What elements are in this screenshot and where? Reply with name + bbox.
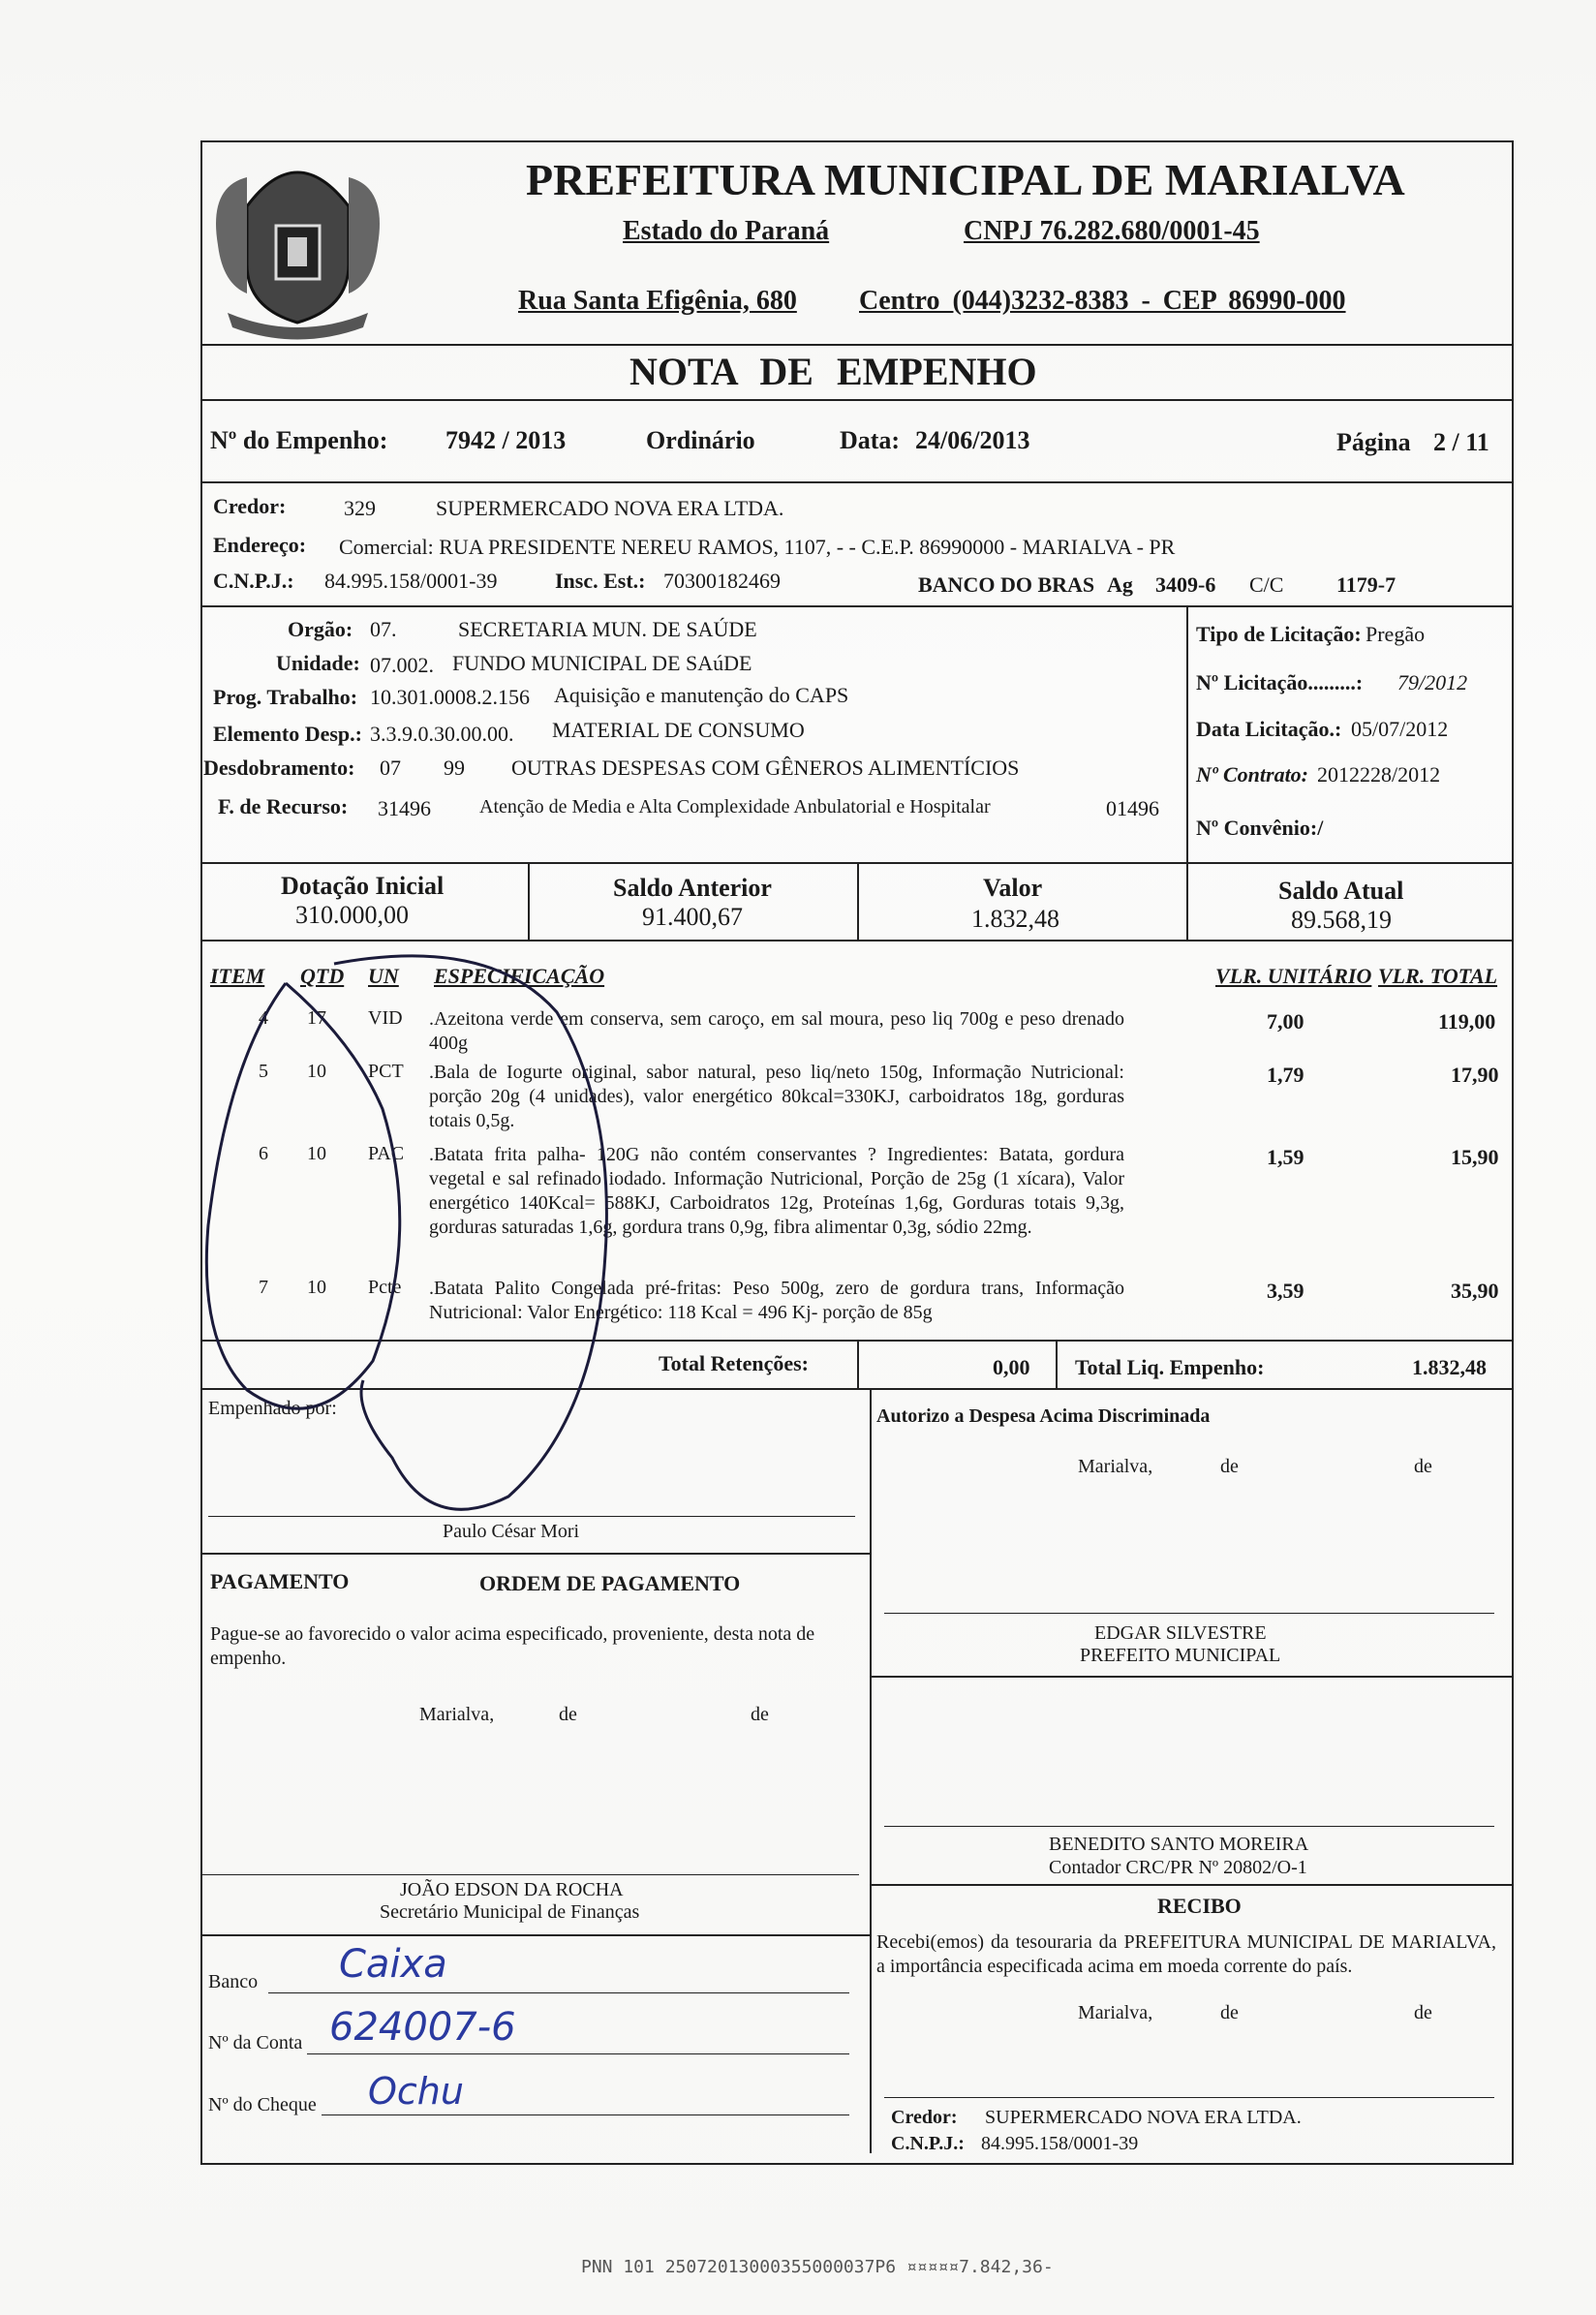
saldo-anterior-value: 91.400,67 [642, 903, 743, 931]
signature-line [884, 2097, 1494, 2098]
saldo-atual-value: 89.568,19 [1291, 906, 1392, 934]
elemento-label: Elemento Desp.: [213, 722, 362, 746]
unidade-label: Unidade: [276, 651, 360, 675]
item-unit-price: 7,00 [1267, 1009, 1304, 1034]
date-label: Data: [840, 426, 901, 454]
col-especificacao: ESPECIFICAÇÃO [434, 964, 605, 988]
contrato-label: Nº Contrato: [1196, 762, 1309, 787]
contrato-number: 2012228/2012 [1317, 762, 1441, 787]
tipo-licitacao: Pregão [1366, 622, 1426, 646]
input-line [268, 1992, 849, 1993]
conta-handwriting: 624007-6 [329, 2005, 516, 2050]
date-de: de [1220, 1456, 1239, 1477]
banco-label: Banco [208, 1971, 259, 1992]
nota-de-empenho [189, 140, 1514, 2160]
date-de: de [1414, 2002, 1432, 2023]
input-line [307, 2053, 849, 2054]
valor-value: 1.832,48 [971, 905, 1059, 933]
elemento-name: MATERIAL DE CONSUMO [552, 718, 805, 742]
desdobramento-name: OUTRAS DESPESAS COM GÊNEROS ALIMENTÍCIOS [511, 756, 1020, 780]
empenho-number-label: Nº do Empenho: [210, 426, 388, 454]
licitacao-date: 05/07/2012 [1351, 717, 1449, 741]
recibo-cnpj: 84.995.158/0001-39 [981, 2133, 1139, 2154]
item-total-price: 35,90 [1451, 1279, 1499, 1303]
recibo-text: Recebi(emos) da tesouraria da PREFEITURA MUNICIPAL DE MARIALVA, a importância especificada acima em moeda corrente do país. [876, 1931, 1496, 1977]
prefeito-title: PREFEITO MUNICIPAL [1080, 1645, 1281, 1666]
input-line [322, 2114, 849, 2115]
ordem-pagamento-label: ORDEM DE PAGAMENTO [479, 1571, 741, 1595]
empenhado-name: Paulo César Mori [443, 1521, 580, 1542]
item-spec: .Bala de Iogurte original, sabor natural, peso liq/neto 150g, Informação Nutricional: porção 20g (4 unidades), valor energético 80kcal=330KJ, carboidratos 18g, gorduras totais 0,5g. [429, 1062, 1124, 1131]
item-unit-price: 3,59 [1267, 1279, 1304, 1303]
signature-line [200, 1874, 859, 1875]
recibo-credor-label: Credor: [891, 2107, 958, 2128]
recurso-code-2: 01496 [1106, 796, 1159, 820]
recibo-cnpj-label: C.N.P.J.: [891, 2133, 965, 2154]
divider [200, 605, 1514, 607]
convenio-label: Nº Convênio:/ [1196, 816, 1324, 840]
account-number: 1179-7 [1336, 572, 1396, 597]
licitacao-number-label: Nº Licitação.........: [1196, 670, 1364, 694]
item-qty: 10 [307, 1143, 326, 1164]
account-label: C/C [1249, 572, 1284, 597]
municipality-title: PREFEITURA MUNICIPAL DE MARIALVA [526, 155, 1405, 204]
secretario-title: Secretário Municipal de Finanças [380, 1901, 640, 1923]
signature-line [884, 1613, 1494, 1614]
tipo-licitacao-label: Tipo de Licitação: [1196, 622, 1362, 646]
item-unit-price: 1,79 [1267, 1063, 1304, 1087]
insc-value: 70300182469 [663, 569, 781, 593]
prog-name: Aquisição e manutenção do CAPS [554, 683, 849, 707]
credor-label: Credor: [213, 494, 287, 518]
col-un: UN [368, 964, 399, 988]
divider [870, 1388, 872, 2153]
empenhado-por-label: Empenhado por: [208, 1398, 337, 1419]
municipality-cnpj: CNPJ 76.282.680/0001-45 [964, 216, 1260, 246]
dotacao-value: 310.000,00 [295, 901, 409, 929]
item-spec: .Azeitona verde em conserva, sem caroço, em sal moura, peso liq 700g e peso drenado 400g [429, 1008, 1124, 1054]
saldo-atual-label: Saldo Atual [1278, 877, 1404, 905]
item-total-price: 17,90 [1451, 1063, 1499, 1087]
desdobramento-sub: 99 [444, 756, 465, 780]
retencoes-value: 0,00 [993, 1355, 1030, 1379]
divider [1056, 1340, 1058, 1388]
item-spec: .Batata Palito Congelada pré-fritas: Peso 500g, zero de gordura trans, Informação Nutricional: Valor Energético: 118 Kcal = 496 Kj- porção de 85g [429, 1278, 1124, 1323]
page-number: 2 / 11 [1433, 428, 1489, 456]
col-vlr-total: VLR. TOTAL [1378, 964, 1498, 988]
divider [870, 1884, 1514, 1886]
col-vlr-unitario: VLR. UNITÁRIO [1215, 964, 1372, 988]
secretario-name: JOÃO EDSON DA ROCHA [400, 1879, 624, 1900]
divider [1186, 605, 1188, 862]
pen-annotation [189, 818, 867, 1690]
insc-label: Insc. Est.: [555, 569, 646, 593]
agency-label: Ag [1107, 572, 1133, 597]
item-number: 4 [259, 1007, 268, 1029]
credor-cnpj: 84.995.158/0001-39 [324, 569, 498, 593]
credor-address: Comercial: RUA PRESIDENTE NEREU RAMOS, 1107, - - C.E.P. 86990000 - MARIALVA - PR [339, 535, 1176, 559]
recurso-label: F. de Recurso: [218, 794, 349, 818]
divider [200, 1934, 870, 1936]
elemento-code: 3.3.9.0.30.00.00. [370, 722, 514, 746]
item-total-price: 15,90 [1451, 1145, 1499, 1169]
orgao-label: Orgão: [288, 617, 353, 641]
item-spec: .Batata frita palha- 120G não contém conservantes ? Ingredientes: Batata, gordura vegetal e sal refinado iodado. Informação Nutricional, Porção de 25g (1 xícara), Valor energético 140Kcal= 588KJ, Carboidratos 12g, Proteínas 1,6g, Gorduras totais 9,3g, gorduras saturadas 1,6g, gordura trans 0,9g, fibra alimentar 0,3g, sódio 22mg. [429, 1144, 1124, 1238]
cheque-handwriting: Ochu [368, 2070, 464, 2113]
coat-of-arms-icon [208, 148, 387, 342]
saldo-anterior-label: Saldo Anterior [613, 874, 772, 902]
divider [200, 344, 1514, 346]
dotacao-label: Dotação Inicial [281, 872, 445, 900]
conta-label: Nº da Conta [208, 2032, 303, 2053]
item-number: 6 [259, 1143, 268, 1164]
divider [200, 399, 1514, 401]
credor-cnpj-label: C.N.P.J.: [213, 569, 294, 593]
prog-code: 10.301.0008.2.156 [370, 685, 530, 709]
recibo-title: RECIBO [1157, 1894, 1242, 1918]
divider [200, 481, 1514, 483]
orgao-name: SECRETARIA MUN. DE SAÚDE [458, 617, 757, 641]
licitacao-date-label: Data Licitação.: [1196, 717, 1342, 741]
total-liquido-value: 1.832,48 [1412, 1355, 1487, 1379]
item-unit-price: 1,59 [1267, 1145, 1304, 1169]
signature-line [884, 1826, 1494, 1827]
contador-name: BENEDITO SANTO MOREIRA [1049, 1834, 1309, 1855]
desdobramento-label: Desdobramento: [203, 756, 355, 780]
city-date-label: Marialva, [1078, 1456, 1153, 1477]
valor-label: Valor [983, 874, 1043, 902]
address-label: Endereço: [213, 533, 307, 557]
desdobramento-code: 07 [380, 756, 401, 780]
street-address: Rua Santa Efigênia, 680 [518, 286, 797, 316]
licitacao-number: 79/2012 [1397, 670, 1468, 694]
item-unit: PAC [368, 1143, 405, 1164]
item-total-price: 119,00 [1438, 1009, 1496, 1034]
pagamento-text: Pague-se ao favorecido o valor acima especificado, proveniente, desta nota de empenho. [210, 1623, 815, 1669]
unidade-code: 07.002. [370, 653, 434, 677]
contador-title: Contador CRC/PR Nº 20802/O-1 [1049, 1857, 1307, 1878]
divider [870, 1676, 1514, 1678]
page-label: Página [1336, 428, 1411, 456]
barcode-text: PNN 101 25072013000355000037P6 ¤¤¤¤¤7.842,36- [581, 2257, 1054, 2277]
item-unit: PCT [368, 1061, 404, 1082]
cheque-label: Nº do Cheque [208, 2094, 317, 2115]
col-qtd: QTD [300, 964, 345, 988]
contact-address: Centro (044)3232-8383 - CEP 86990-000 [859, 286, 1346, 316]
item-unit: Pcte [368, 1277, 402, 1298]
empenho-date: 24/06/2013 [915, 426, 1030, 454]
state-name: Estado do Paraná [623, 216, 830, 246]
total-liquido-label: Total Liq. Empenho: [1075, 1355, 1265, 1379]
item-qty: 17 [307, 1007, 326, 1029]
date-de: de [559, 1704, 577, 1725]
date-de: de [751, 1704, 769, 1725]
date-de: de [1414, 1456, 1432, 1477]
recurso-name: Atenção de Media e Alta Complexidade Anbulatorial e Hospitalar [479, 796, 991, 818]
recibo-credor: SUPERMERCADO NOVA ERA LTDA. [985, 2107, 1302, 2128]
agency-number: 3409-6 [1155, 572, 1216, 597]
pagamento-label: PAGAMENTO [210, 1569, 350, 1593]
bank-name: BANCO DO BRAS [918, 572, 1095, 597]
credor-name: SUPERMERCADO NOVA ERA LTDA. [436, 496, 784, 520]
item-unit: VID [368, 1007, 403, 1029]
recurso-code: 31496 [378, 796, 431, 820]
autorizo-text: Autorizo a Despesa Acima Discriminada [876, 1405, 1211, 1427]
city-date-label: Marialva, [1078, 2002, 1153, 2023]
item-number: 7 [259, 1277, 268, 1298]
empenho-type: Ordinário [646, 426, 755, 454]
banco-handwriting: Caixa [339, 1942, 447, 1987]
credor-code: 329 [344, 496, 376, 520]
col-item: ITEM [210, 964, 265, 988]
date-de: de [1220, 2002, 1239, 2023]
prog-label: Prog. Trabalho: [213, 685, 358, 709]
item-qty: 10 [307, 1277, 326, 1298]
item-number: 5 [259, 1061, 268, 1082]
document-title: NOTA DE EMPENHO [629, 350, 1037, 393]
retencoes-label: Total Retenções: [659, 1351, 809, 1375]
empenho-number: 7942 / 2013 [445, 426, 567, 454]
item-qty: 10 [307, 1061, 326, 1082]
city-date-label: Marialva, [419, 1704, 495, 1725]
divider [1186, 862, 1188, 940]
unidade-name: FUNDO MUNICIPAL DE SAúDE [452, 651, 752, 675]
prefeito-name: EDGAR SILVESTRE [1094, 1622, 1267, 1644]
orgao-code: 07. [370, 617, 397, 641]
